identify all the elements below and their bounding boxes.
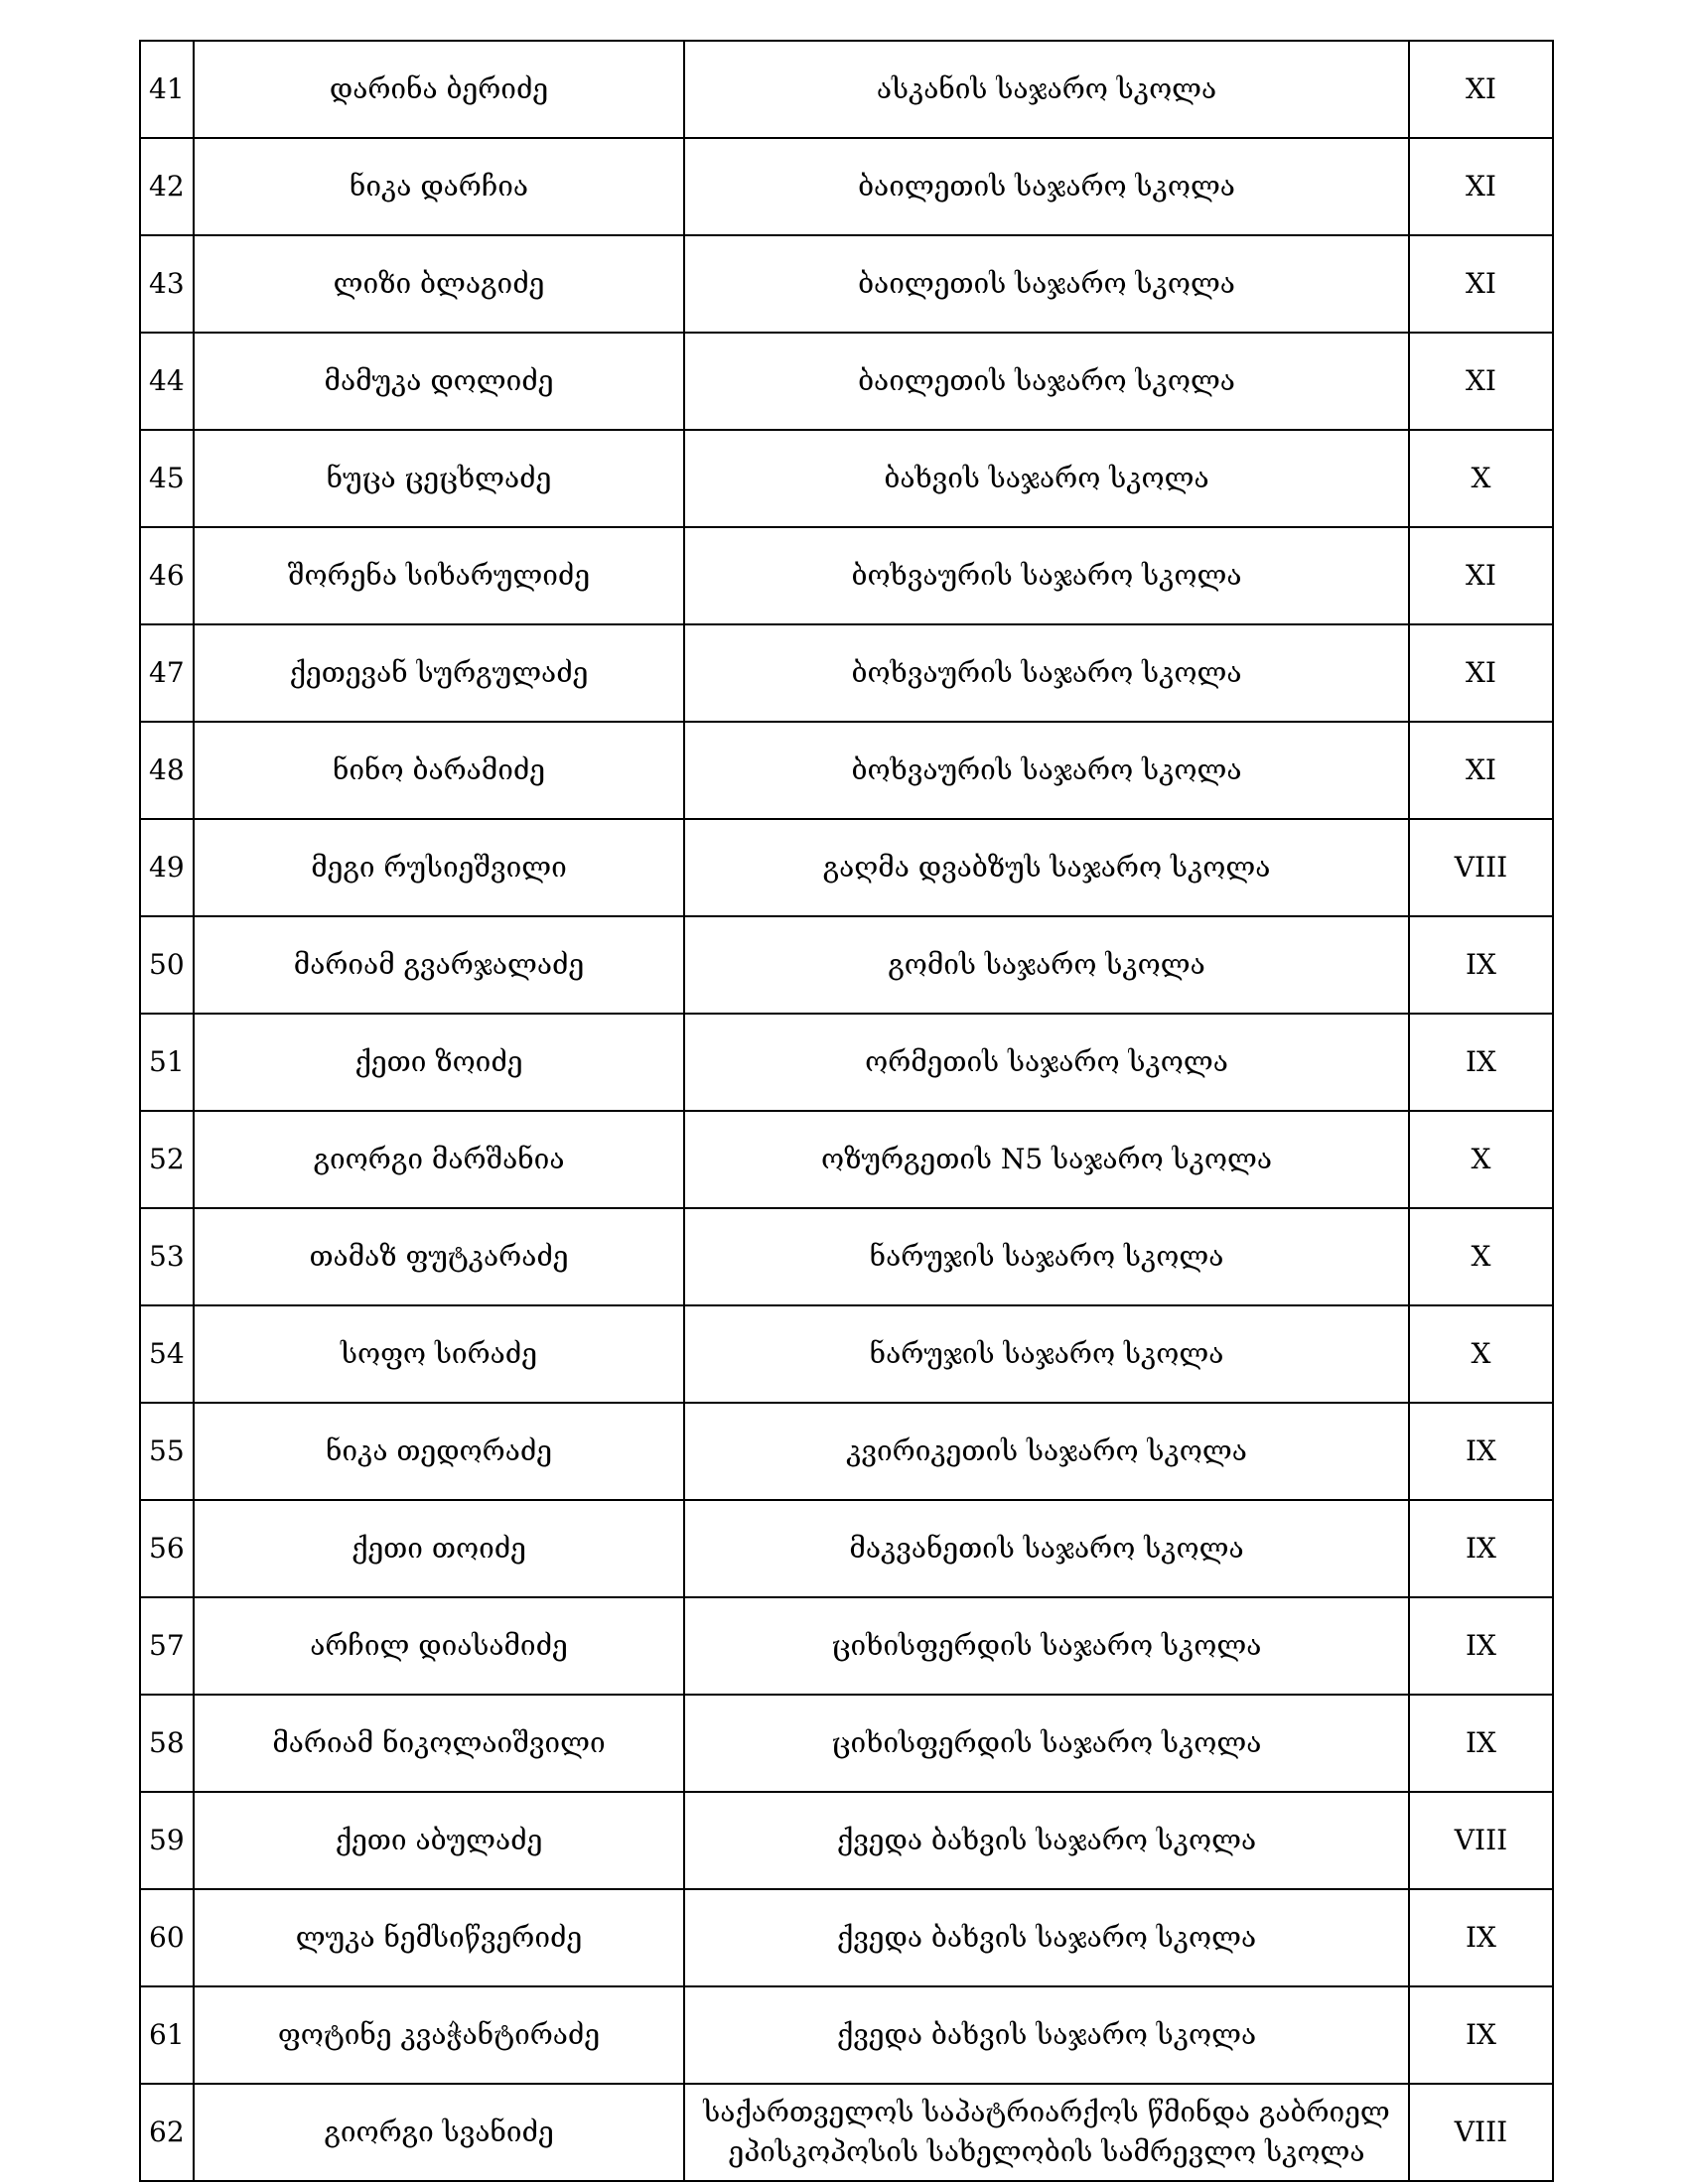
school-name: ნარუჯის საჯარო სკოლა (684, 1305, 1409, 1403)
row-number: 55 (140, 1403, 194, 1500)
grade: IX (1409, 1014, 1553, 1111)
student-name: ქეთევან სურგულაძე (194, 624, 684, 722)
table-row (140, 138, 1553, 235)
school-name: ბოხვაურის საჯარო სკოლა (684, 527, 1409, 624)
student-name: მარიამ ნიკოლაიშვილი (194, 1695, 684, 1792)
grade: XI (1409, 722, 1553, 819)
table-row (140, 41, 1553, 138)
row-number: 46 (140, 527, 194, 624)
student-name: გიორგი სვანიძე (194, 2084, 684, 2181)
student-name: ნუცა ცეცხლაძე (194, 430, 684, 527)
student-name: თამაზ ფუტკარაძე (194, 1208, 684, 1305)
row-number: 51 (140, 1014, 194, 1111)
table-row (140, 430, 1553, 527)
student-name: დარინა ბერიძე (194, 41, 684, 138)
table-row (140, 1889, 1553, 1986)
grade: XI (1409, 41, 1553, 138)
student-name: შორენა სიხარულიძე (194, 527, 684, 624)
table-row (140, 1597, 1553, 1695)
row-number: 57 (140, 1597, 194, 1695)
grade: XI (1409, 527, 1553, 624)
school-name: ქვედა ბახვის საჯარო სკოლა (684, 1889, 1409, 1986)
grade: IX (1409, 1695, 1553, 1792)
table-row (140, 1986, 1553, 2084)
grade: XI (1409, 235, 1553, 333)
table-row (140, 333, 1553, 430)
row-number: 59 (140, 1792, 194, 1889)
school-name: ბაილეთის საჯარო სკოლა (684, 333, 1409, 430)
grade: IX (1409, 1889, 1553, 1986)
school-name: მაკვანეთის საჯარო სკოლა (684, 1500, 1409, 1597)
school-name: ბაილეთის საჯარო სკოლა (684, 235, 1409, 333)
school-name: ორმეთის საჯარო სკოლა (684, 1014, 1409, 1111)
row-number: 41 (140, 41, 194, 138)
school-name: კვირიკეთის საჯარო სკოლა (684, 1403, 1409, 1500)
student-name: ლუკა ნემსიწვერიძე (194, 1889, 684, 1986)
school-name: ბოხვაურის საჯარო სკოლა (684, 624, 1409, 722)
table-row (140, 235, 1553, 333)
school-name: ბოხვაურის საჯარო სკოლა (684, 722, 1409, 819)
student-name: არჩილ დიასამიძე (194, 1597, 684, 1695)
table-body (140, 41, 1553, 2181)
row-number: 56 (140, 1500, 194, 1597)
grade: X (1409, 1111, 1553, 1208)
table-row (140, 1208, 1553, 1305)
grade: IX (1409, 1403, 1553, 1500)
school-name: ბახვის საჯარო სკოლა (684, 430, 1409, 527)
row-number: 53 (140, 1208, 194, 1305)
table-row (140, 722, 1553, 819)
student-name: სოფო სირაძე (194, 1305, 684, 1403)
school-name: საქართველოს საპატრიარქოს წმინდა გაბრიელ ეპისკოპოსის სახელობის სამრევლო სკოლა (684, 2084, 1409, 2181)
row-number: 50 (140, 916, 194, 1014)
student-name: ნიკა დარჩია (194, 138, 684, 235)
student-name: მამუკა დოლიძე (194, 333, 684, 430)
table-row (140, 1500, 1553, 1597)
school-name: ნარუჯის საჯარო სკოლა (684, 1208, 1409, 1305)
grade: X (1409, 430, 1553, 527)
row-number: 45 (140, 430, 194, 527)
student-name: ქეთი აბულაძე (194, 1792, 684, 1889)
row-number: 49 (140, 819, 194, 916)
school-name: ქვედა ბახვის საჯარო სკოლა (684, 1986, 1409, 2084)
row-number: 44 (140, 333, 194, 430)
table-row (140, 1792, 1553, 1889)
grade: VIII (1409, 819, 1553, 916)
student-name: ლიზი ბლაგიძე (194, 235, 684, 333)
student-name: ფოტინე კვაჭანტირაძე (194, 1986, 684, 2084)
grade: IX (1409, 1986, 1553, 2084)
grade: X (1409, 1305, 1553, 1403)
student-table (139, 40, 1554, 2182)
row-number: 52 (140, 1111, 194, 1208)
grade: XI (1409, 333, 1553, 430)
school-name: ციხისფერდის საჯარო სკოლა (684, 1695, 1409, 1792)
school-name: ბაილეთის საჯარო სკოლა (684, 138, 1409, 235)
table-row (140, 819, 1553, 916)
table-row (140, 2084, 1553, 2181)
student-name: ნიკა თედორაძე (194, 1403, 684, 1500)
table-row (140, 1403, 1553, 1500)
grade: XI (1409, 624, 1553, 722)
school-name: გომის საჯარო სკოლა (684, 916, 1409, 1014)
student-name: გიორგი მარშანია (194, 1111, 684, 1208)
school-name: გაღმა დვაბზუს საჯარო სკოლა (684, 819, 1409, 916)
grade: IX (1409, 916, 1553, 1014)
table-row (140, 916, 1553, 1014)
school-name: ციხისფერდის საჯარო სკოლა (684, 1597, 1409, 1695)
school-name: ქვედა ბახვის საჯარო სკოლა (684, 1792, 1409, 1889)
grade: XI (1409, 138, 1553, 235)
row-number: 61 (140, 1986, 194, 2084)
school-name: ასკანის საჯარო სკოლა (684, 41, 1409, 138)
student-name: მეგი რუსიეშვილი (194, 819, 684, 916)
school-name: ოზურგეთის N5 საჯარო სკოლა (684, 1111, 1409, 1208)
table-row (140, 527, 1553, 624)
grade: VIII (1409, 2084, 1553, 2181)
table-row (140, 1695, 1553, 1792)
table-row (140, 1111, 1553, 1208)
row-number: 60 (140, 1889, 194, 1986)
row-number: 42 (140, 138, 194, 235)
table-row (140, 1014, 1553, 1111)
student-name: ქეთი ზოიძე (194, 1014, 684, 1111)
grade: IX (1409, 1597, 1553, 1695)
table-row (140, 1305, 1553, 1403)
grade: VIII (1409, 1792, 1553, 1889)
row-number: 58 (140, 1695, 194, 1792)
row-number: 47 (140, 624, 194, 722)
grade: IX (1409, 1500, 1553, 1597)
table-row (140, 624, 1553, 722)
student-name: მარიამ გვარჯალაძე (194, 916, 684, 1014)
student-name: ქეთი თოიძე (194, 1500, 684, 1597)
row-number: 62 (140, 2084, 194, 2181)
student-name: ნინო ბარამიძე (194, 722, 684, 819)
row-number: 48 (140, 722, 194, 819)
row-number: 43 (140, 235, 194, 333)
row-number: 54 (140, 1305, 194, 1403)
grade: X (1409, 1208, 1553, 1305)
